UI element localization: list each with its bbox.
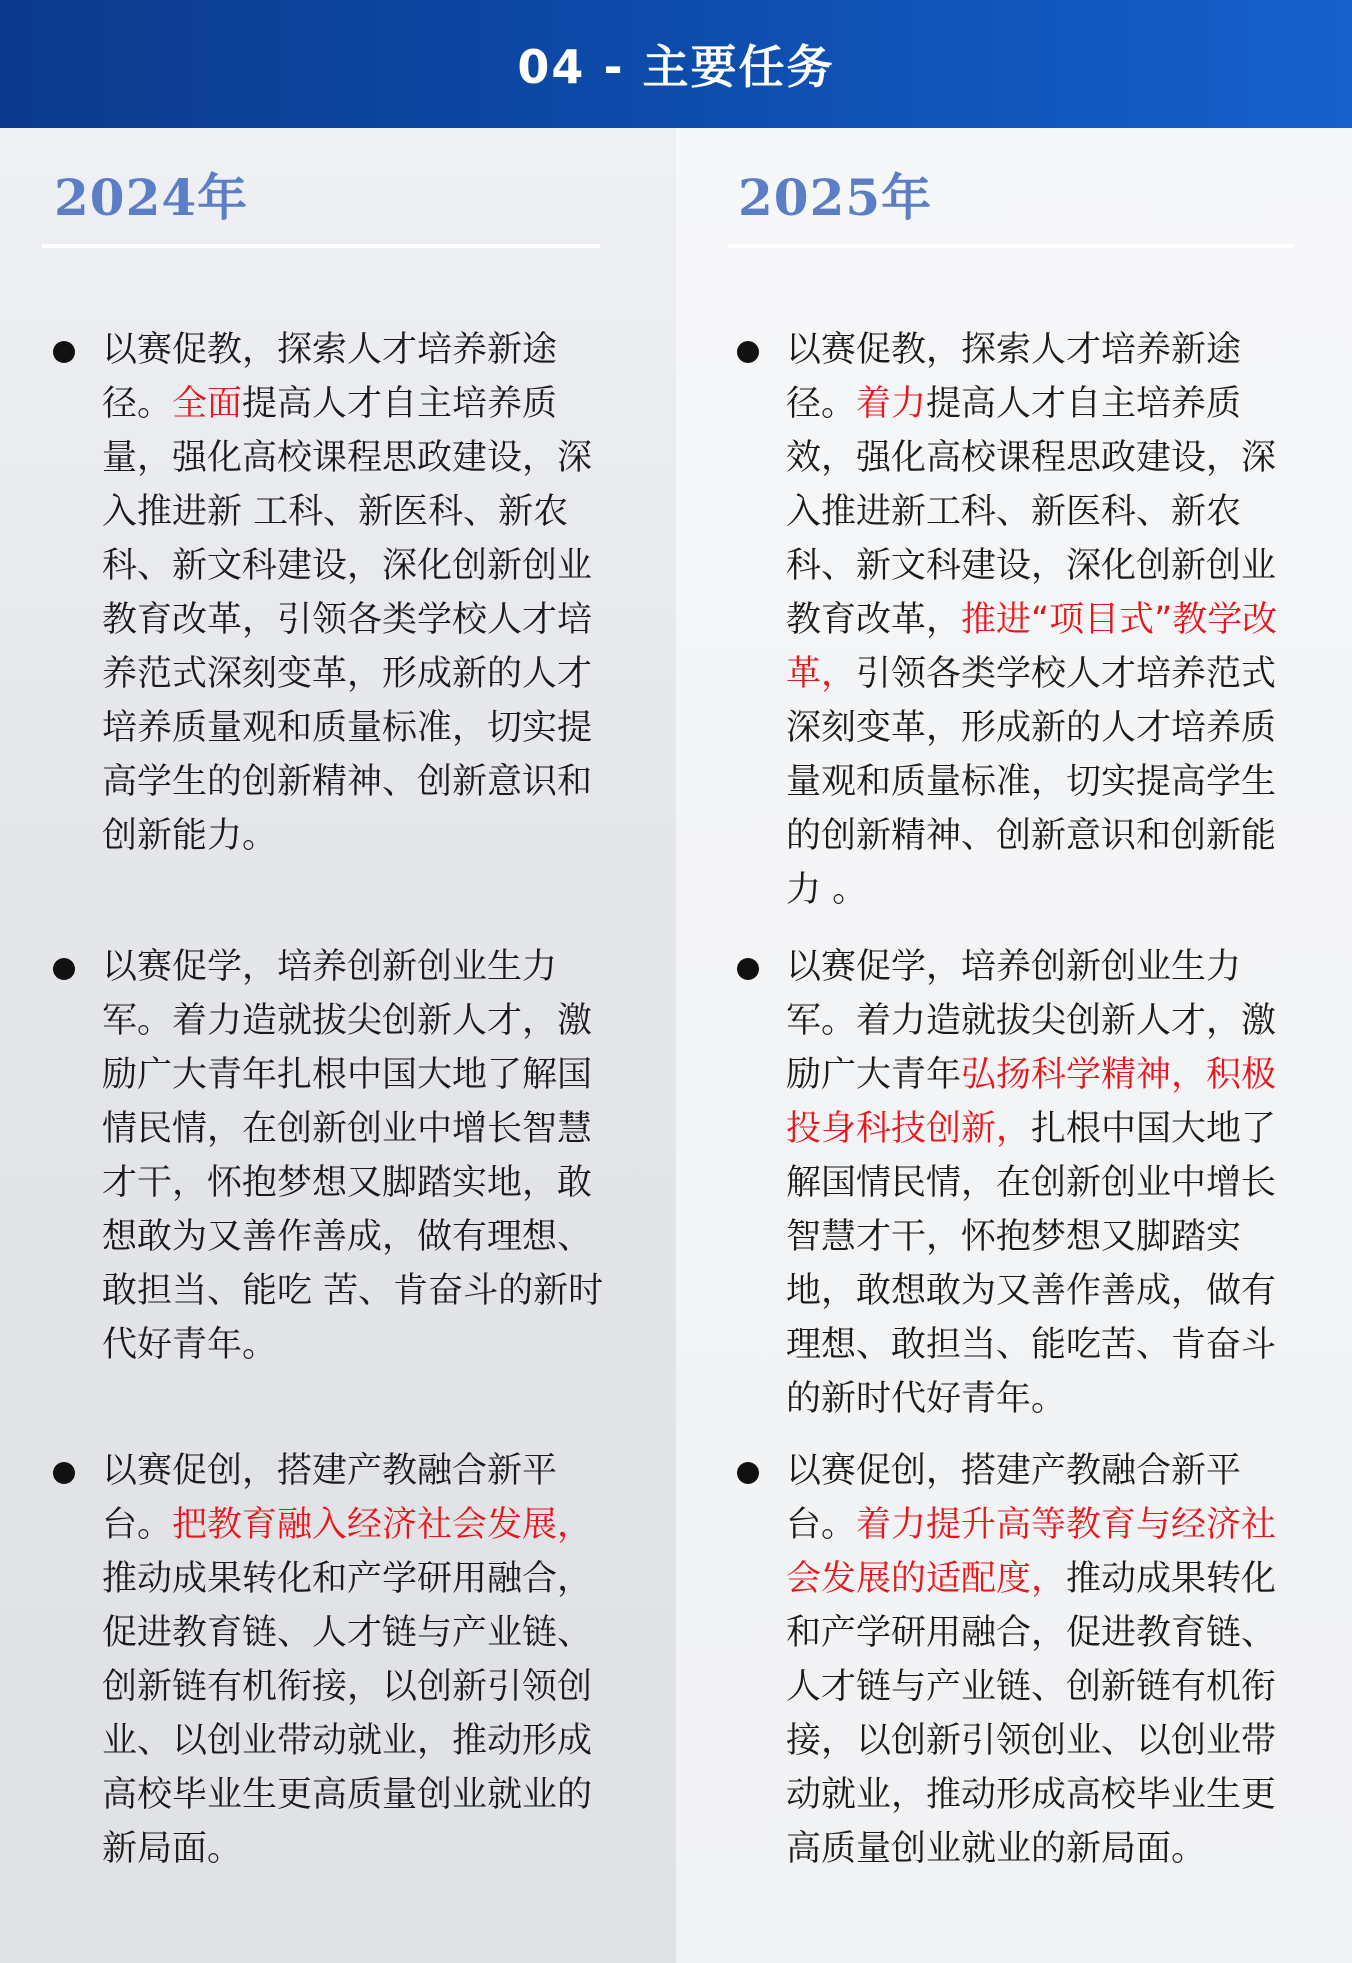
task-item-2025-3 (786, 1444, 1296, 1876)
column-2024 (0, 128, 676, 1963)
bullet-icon (53, 341, 75, 363)
task-item-2024-3 (102, 1444, 612, 1876)
task-text: 以赛促教，探索人才培养新途径。全面提高人才自主培养质量，强化高校课程思政建设，深入推进新 工科、新医科、新农科、新文科建设，深化创新创业教育改革，引领各类学校人才培养范式深刻变革，形成新的人才培养质量观和质量标准，切实提高学生的创新精神、创新意识和创新能力。 (102, 330, 593, 856)
year-heading-2025: 2025年 (738, 168, 933, 227)
bullet-icon (737, 341, 759, 363)
bullet-icon (737, 1462, 759, 1484)
task-item-2025-2 (786, 940, 1296, 1426)
bullet-icon (53, 1462, 75, 1484)
task-text: 以赛促创，搭建产教融合新平台。把教育融入经济社会发展，推动成果转化和产学研用融合，促进教育链、人才链与产业链、创新链有机衔接，以创新引领创业、以创业带动就业，推动形成高校毕业生更高质量创业就业的新局面。 (102, 1451, 593, 1869)
column-2025 (676, 128, 1352, 1963)
task-item-2024-1 (102, 323, 612, 863)
task-item-2025-1 (786, 323, 1296, 917)
bullet-icon (737, 958, 759, 980)
task-text: 以赛促学，培养创新创业生力军。着力造就拔尖创新人才，激励广大青年弘扬科学精神，积极投身科技创新，扎根中国大地了解国情民情，在创新创业中增长智慧才干，怀抱梦想又脚踏实地，敢想敢为又善作善成，做有理想、敢担当、能吃苦、肯奋斗的新时代好青年。 (786, 947, 1277, 1419)
task-text: 以赛促学，培养创新创业生力军。着力造就拔尖创新人才，激励广大青年扎根中国大地了解国情民情，在创新创业中增长智慧才干，怀抱梦想又脚踏实地，敢想敢为又善作善成，做有理想、敢担当、能吃 苦、肯奋斗的新时代好青年。 (102, 947, 604, 1365)
year-heading-2024: 2024年 (54, 168, 249, 227)
task-text: 以赛促教，探索人才培养新途径。着力提高人才自主培养质效，强化高校课程思政建设，深入推进新工科、新医科、新农 科、新文科建设，深化创新创业教育改革，推进“项目式”教学改革，引领各类学校人才培养范式深刻变革，形成新的人才培养质量观和质量标准，切实提高学生的创新精神、创新意识和创新能力 。 (786, 330, 1278, 910)
task-text: 以赛促创，搭建产教融合新平台。着力提升高等教育与经济社会发展的适配度，推动成果转化和产学研用融合，促进教育链、人才链与产业链、创新链有机衔接，以创新引领创业、以创业带动就业，推动形成高校毕业生更高质量创业就业的新局面。 (786, 1451, 1277, 1869)
page-header (0, 0, 1352, 128)
heading-divider (728, 244, 1294, 248)
bullet-icon (53, 958, 75, 980)
page-title: 04 - 主要任务 (517, 40, 835, 94)
heading-divider (42, 244, 600, 248)
task-item-2024-2 (102, 940, 612, 1372)
